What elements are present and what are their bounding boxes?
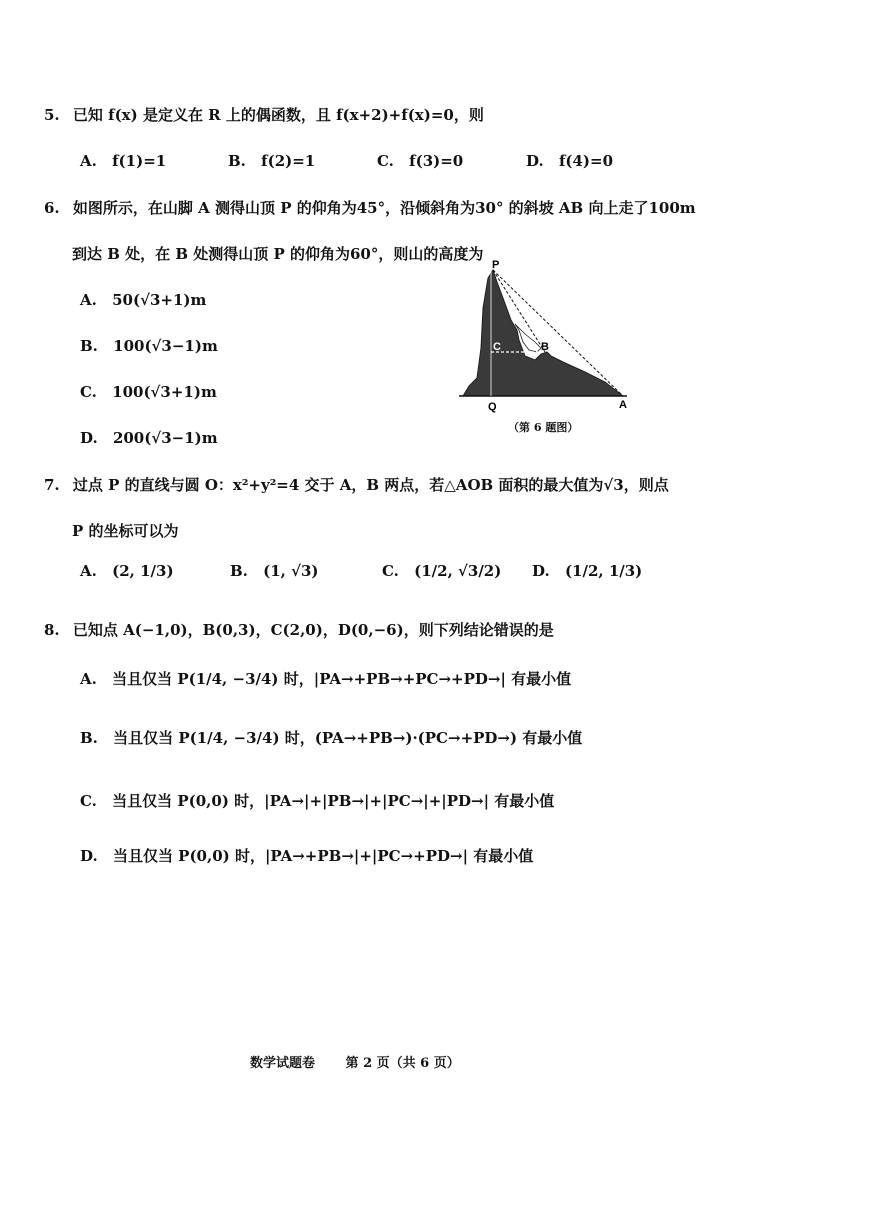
question-7-stem-line2: P 的坐标可以为 [72,522,179,540]
page-footer [250,1052,460,1071]
option-letter: C. [80,792,97,810]
question-8-option-c [80,790,554,812]
option-letter: C. [377,152,394,170]
question-number: 5. [44,106,60,124]
question-5-option-b [228,150,315,172]
question-7-option-d [532,560,642,582]
option-text: 100(√3+1)m [112,383,217,401]
figure-caption: （第 6 题图） [508,421,579,434]
option-letter: C. [382,562,399,580]
option-text: 200(√3−1)m [112,429,218,447]
option-letter: D. [532,562,550,580]
question-7-option-c [382,560,501,582]
question-7-option-a [80,560,174,582]
question-7-stem-line1 [44,474,669,496]
option-text: (1, √3) [263,562,319,580]
question-6-option-a [80,289,206,311]
option-letter: C. [80,383,97,401]
label-b: B [541,341,549,353]
question-number: 8. [44,621,60,639]
question-text: 已知 f(x) 是定义在 R 上的偶函数，且 f(x+2)+f(x)=0，则 [72,106,484,124]
question-5-option-c [377,150,463,172]
question-7-option-b [230,560,319,582]
option-text: f(4)=0 [558,152,614,170]
label-p: P [492,259,500,271]
option-text: (2, 1/3) [112,562,174,580]
question-number: 6. [44,199,60,217]
option-letter: B. [230,562,248,580]
mountain-figure [455,258,645,418]
option-letter: A. [80,562,97,580]
option-letter: D. [80,847,98,865]
question-5-option-a [80,150,166,172]
question-6-stem-line1 [44,197,696,219]
question-6-option-d [80,427,218,449]
option-letter: B. [80,729,98,747]
option-letter: D. [526,152,544,170]
question-8-stem [44,619,554,641]
question-text: 已知点 A(−1,0)，B(0,3)，C(2,0)，D(0,−6)，则下列结论错误的是 [72,621,554,639]
option-text: f(2)=1 [261,152,316,170]
question-text: 过点 P 的直线与圆 O：x²+y²=4 交于 A，B 两点，若△AOB 面积的最大值为√3，则点 [72,476,669,494]
footer-page-number: 第 2 页（共 6 页） [345,1056,460,1071]
question-8-option-a [80,668,571,690]
option-letter: A. [80,152,97,170]
question-6-option-c [80,381,217,403]
label-c: C [493,341,501,353]
question-8-option-d [80,845,533,867]
option-text: (1/2, 1/3) [564,562,643,580]
label-q: Q [488,401,497,413]
question-text: 如图所示，在山脚 A 测得山顶 P 的仰角为45°，沿倾斜角为30° 的斜坡 AB 向上走了100m [72,199,696,217]
option-text: 当且仅当 P(1/4, −3/4) 时，|PA→+PB→+PC→+PD→| 有最小值 [112,670,572,688]
option-text: 当且仅当 P(1/4, −3/4) 时，(PA→+PB→)·(PC→+PD→) 有最小值 [113,729,583,747]
footer-subject: 数学试题卷 [250,1056,316,1071]
option-letter: D. [80,429,98,447]
option-letter: B. [228,152,246,170]
option-text: 100(√3−1)m [113,337,218,355]
question-6-stem-line2: 到达 B 处，在 B 处测得山顶 P 的仰角为60°，则山的高度为 [72,245,484,263]
option-letter: A. [80,670,97,688]
option-letter: A. [80,291,97,309]
option-text: 50(√3+1)m [112,291,207,309]
question-5-option-d [526,150,613,172]
option-text: 当且仅当 P(0,0) 时，|PA→|+|PB→|+|PC→|+|PD→| 有最小值 [112,792,555,810]
option-text: (1/2, √3/2) [414,562,502,580]
option-letter: B. [80,337,98,355]
mountain-shape [463,270,623,396]
label-a: A [619,399,627,411]
option-text: 当且仅当 P(0,0) 时，|PA→+PB→|+|PC→+PD→| 有最小值 [112,847,534,865]
question-8-option-b [80,727,582,749]
question-number: 7. [44,476,60,494]
question-6-option-b [80,335,218,357]
option-text: f(1)=1 [112,152,167,170]
option-text: f(3)=0 [409,152,464,170]
question-5-stem [44,104,484,126]
